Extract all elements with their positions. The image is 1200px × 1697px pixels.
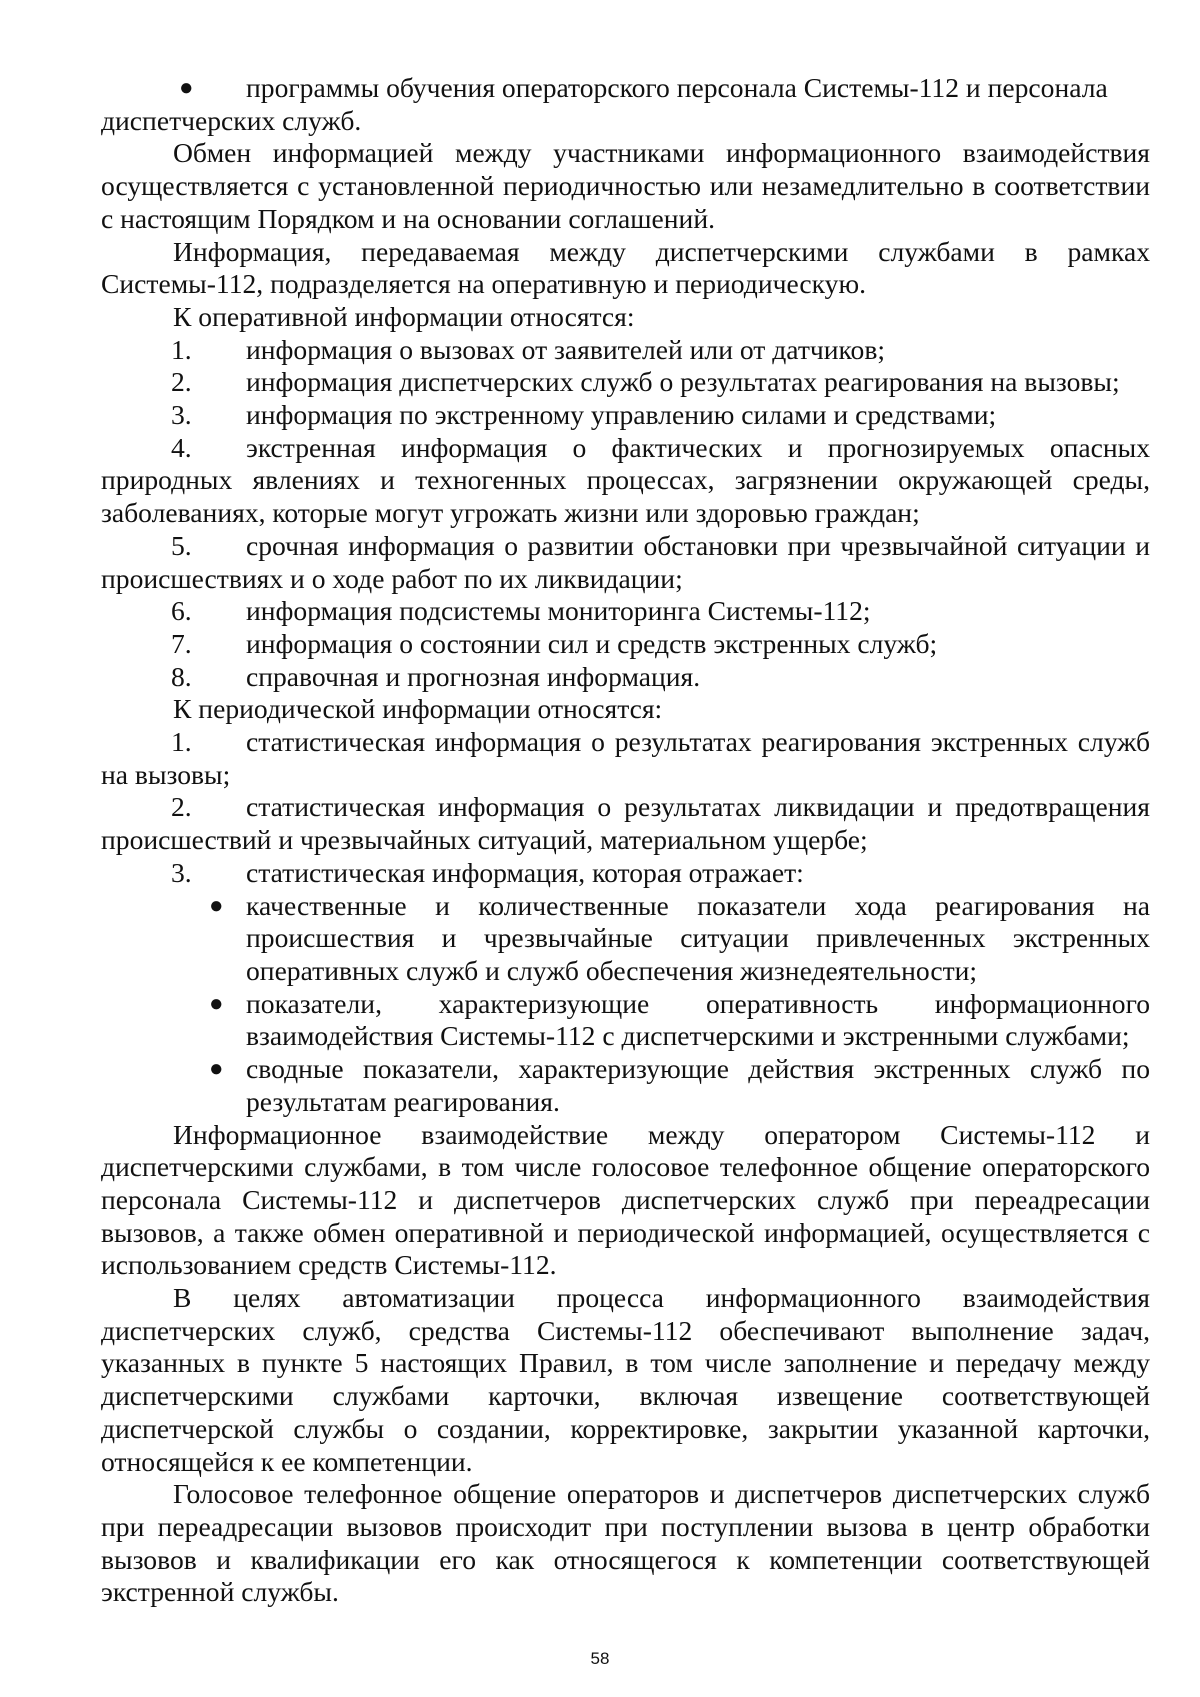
item-text: статистическая информация о результатах реагирования экстренных служб на вызовы; (101, 726, 1150, 790)
operative-item (101, 628, 1150, 661)
item-text: информация диспетчерских служб о результатах реагирования на вызовы; (246, 366, 1120, 398)
item-number: 1. (171, 726, 192, 758)
operative-item (101, 661, 1150, 694)
operative-item (101, 530, 1150, 595)
item-number: 6. (171, 595, 192, 627)
item-text: срочная информация о развитии обстановки при чрезвычайной ситуации и происшествиях и о ходе работ по их ликвидации; (101, 529, 1150, 594)
item-number: 1. (171, 333, 192, 365)
paragraph-interaction: Информационное взаимодействие между оператором Системы-112 и диспетчерскими службами, в том числе голосовое телефонное общение операторского персонала Системы-112 и диспетчеров диспетчерских служб при переадресации вызовов, а также обмен оперативной и периодической информацией, осуществляется с использованием средств Системы-112. (101, 1118, 1150, 1281)
item-text: информация подсистемы мониторинга Системы-112; (246, 595, 871, 627)
bullet-icon: ● (179, 75, 194, 101)
item-number: 4. (171, 431, 192, 463)
paragraph-automation: В целях автоматизации процесса информационного взаимодействия диспетчерских служб, средства Системы-112 обеспечивают выполнение задач, указанных в пункте 5 настоящих Правил, в том числе заполнение и передачу между диспетчерскими службами карточки, включая извещение соответствующей диспетчерской службы о создании, корректировке, закрытии указанной карточки, относящейся к ее компетенции. (101, 1282, 1150, 1477)
item-text: статистическая информация, которая отражает: (246, 856, 804, 888)
page-number: 58 (590, 1649, 610, 1668)
paragraph-info-types: Информация, передаваемая между диспетчерскими службами в рамках Системы-112, подразделяется на оперативную и периодическую. (101, 235, 1150, 300)
sub-bullet-item (101, 890, 1150, 988)
bullet-icon: ● (209, 990, 224, 1017)
item-number: 3. (171, 856, 192, 888)
paragraph-voice: Голосовое телефонное общение операторов и диспетчеров диспетчерских служб при переадресации вызовов происходит при поступлении вызова в центр обработки вызовов и квалификации его как относящегося к компетенции соответствующей экстренной службы. (101, 1478, 1150, 1608)
operative-heading: К оперативной информации относятся: (173, 300, 635, 332)
item-number: 2. (171, 791, 192, 823)
bullet-icon: ● (209, 1056, 224, 1083)
item-text: справочная и прогнозная информация. (246, 660, 701, 692)
lead-bullet-item (101, 72, 1150, 105)
lead-bullet-continuation: диспетчерских служб. (101, 104, 362, 136)
operative-item (101, 595, 1150, 628)
paragraph-exchange: Обмен информацией между участниками информационного взаимодействия осуществляется с установленной периодичностью или незамедлительно в соответствии с настоящим Порядком и на основании соглашений. (101, 137, 1150, 234)
sub-bullet-text: сводные показатели, характеризующие действия экстренных служб по результатам реагирования. (246, 1053, 1150, 1117)
item-number: 8. (171, 660, 192, 692)
document-body (101, 72, 1150, 1609)
periodic-item (101, 857, 1150, 890)
item-number: 5. (171, 529, 192, 561)
operative-item (101, 334, 1150, 367)
sub-bullet-text: качественные и количественные показатели хода реагирования на происшествия и чрезвычайные ситуации привлеченных экстренных оперативных служб и служб обеспечения жизнедеятельности; (246, 889, 1150, 986)
periodic-item (101, 791, 1150, 856)
operative-item (101, 399, 1150, 432)
sub-bullet-text: показатели, характеризующие оперативность информационного взаимодействия Системы-112 с диспетчерскими и экстренными службами; (246, 987, 1150, 1052)
item-text: информация по экстренному управлению силами и средствами; (246, 399, 997, 431)
periodic-item (101, 726, 1150, 791)
item-number: 2. (171, 366, 192, 398)
lead-bullet-text: программы обучения операторского персонала Системы-112 и персонала (246, 72, 1108, 103)
item-number: 3. (171, 399, 192, 431)
periodic-heading: К периодической информации относятся: (173, 693, 663, 725)
item-text: статистическая информация о результатах ликвидации и предотвращения происшествий и чрезвычайных ситуаций, материальном ущербе; (101, 791, 1150, 856)
sub-bullet-item (101, 988, 1150, 1053)
bullet-icon: ● (209, 892, 224, 919)
item-number: 7. (171, 627, 192, 659)
operative-item (101, 366, 1150, 399)
sub-bullet-item (101, 1053, 1150, 1118)
operative-item (101, 432, 1150, 530)
item-text: экстренная информация о фактических и прогнозируемых опасных природных явлениях и техногенных процессах, загрязнении окружающей среды, заболеваниях, которые могут угрожать жизни или здоровью граждан; (101, 431, 1150, 529)
item-text: информация о вызовах от заявителей или от датчиков; (246, 333, 886, 365)
item-text: информация о состоянии сил и средств экстренных служб; (246, 627, 938, 659)
